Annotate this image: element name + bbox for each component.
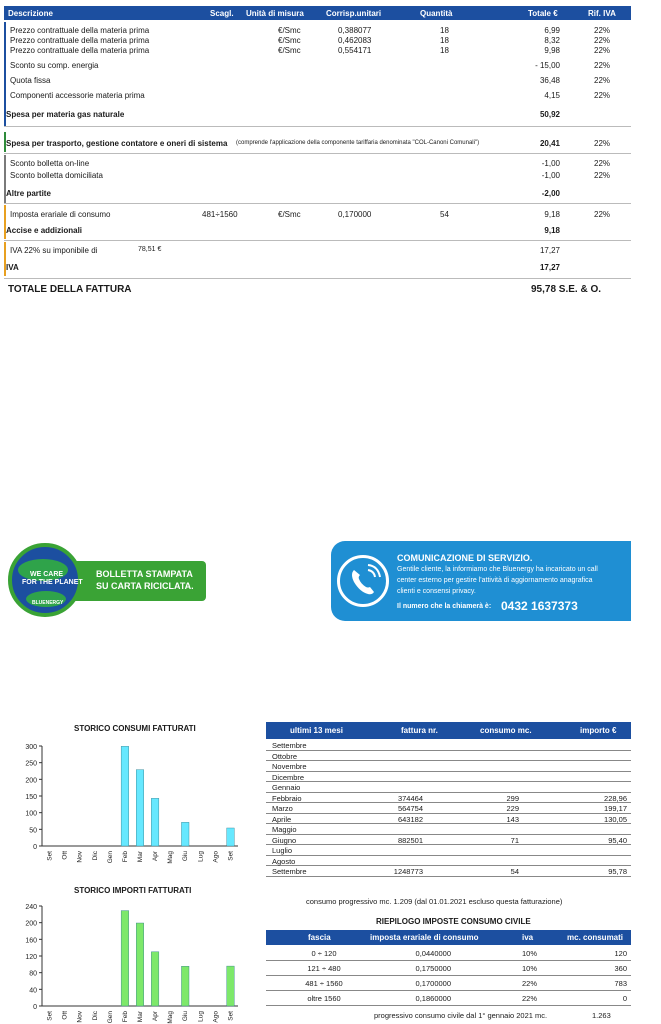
riepilogo-row	[266, 991, 631, 1006]
altre-total-value: -2,00	[541, 189, 560, 198]
row-qta: 54	[440, 210, 449, 219]
row-iva: 22%	[594, 46, 611, 55]
y-tick-label: 300	[25, 744, 37, 751]
notice-title: COMUNICAZIONE DI SERVIZIO.	[397, 553, 533, 563]
riepilogo-cell: 481 ÷ 1560	[305, 979, 343, 988]
row-desc: Sconto su comp. energia	[10, 61, 99, 70]
storico-row	[266, 845, 631, 856]
x-tick-label: Mag	[167, 1011, 175, 1024]
storico-cell: Novembre	[272, 762, 307, 771]
storico-cell: Marzo	[272, 804, 293, 813]
storico-cell: 643182	[397, 814, 423, 824]
x-tick-label: Nov	[76, 1011, 84, 1023]
x-tick-label: Ago	[212, 1011, 220, 1023]
y-tick-label: 100	[25, 810, 37, 818]
storico-col-fattura: fattura nr.	[401, 726, 438, 735]
x-tick-label: Gen	[106, 1011, 114, 1024]
row-desc: Imposta erariale di consumo	[10, 210, 111, 219]
chart1-title: STORICO CONSUMI FATTURATI	[74, 724, 196, 733]
y-tick-label: 200	[25, 920, 37, 928]
storico-cell: 564754	[397, 804, 423, 813]
chart-bar	[151, 798, 159, 846]
riepilogo-cell: 783	[614, 979, 627, 988]
divider	[4, 126, 631, 127]
row-desc: Prezzo contrattuale della materia prima	[10, 36, 150, 45]
divider	[4, 153, 631, 154]
riepilogo-title: RIEPILOGO IMPOSTE CONSUMO CIVILE	[376, 917, 531, 926]
storico-col-consumo: consumo mc.	[480, 726, 532, 735]
divider	[4, 240, 631, 241]
banner-text-line1: BOLLETTA STAMPATA	[96, 569, 193, 579]
row-iva: 22%	[594, 26, 611, 35]
materia-row	[4, 91, 631, 101]
row-unita: €/Smc	[278, 36, 301, 45]
x-tick-label: Ott	[61, 851, 69, 860]
y-tick-label: 200	[25, 777, 37, 785]
iva-total-value: 17,27	[539, 263, 560, 272]
storico-footer: consumo progressivo mc. 1.209 (dal 01.01.2021 escluso questa fatturazione)	[306, 897, 563, 906]
storico-table	[266, 722, 631, 910]
y-tick-label: 80	[29, 970, 37, 978]
row-desc: Quota fissa	[10, 76, 51, 85]
logo-line2: FOR THE PLANET	[22, 579, 83, 586]
storico-cell: 374464	[397, 793, 423, 803]
col-unita: Unità di misura	[246, 9, 304, 18]
x-tick-label: Mag	[167, 851, 175, 864]
storico-cell: 882501	[397, 835, 423, 845]
y-tick-label: 250	[25, 760, 37, 768]
storico-cell: 1248773	[393, 867, 423, 876]
row-tot: 8,32	[544, 36, 560, 45]
row-iva: 22%	[594, 210, 611, 219]
trasporto-value: 20,41	[539, 139, 560, 148]
riepilogo-cell: 0,1860000	[415, 994, 451, 1003]
row-unita: €/Smc	[278, 46, 301, 55]
x-tick-label: Feb	[121, 851, 129, 863]
row-iva: 22%	[594, 36, 611, 45]
y-tick-label: 120	[25, 954, 37, 961]
logo-line1: WE CARE	[30, 571, 64, 578]
riepilogo-cell: 0,0440000	[415, 949, 451, 958]
storico-row	[266, 814, 631, 825]
riepilogo-col-fascia: fascia	[308, 933, 331, 942]
y-tick-label: 160	[25, 937, 37, 945]
y-tick-label: 150	[25, 794, 37, 801]
storico-cell: 229	[506, 804, 519, 813]
col-quantita: Quantità	[420, 9, 453, 18]
materia-row	[4, 26, 631, 36]
logo-brand: BLUENERGY	[32, 600, 64, 606]
storico-cell: Settembre	[272, 867, 307, 876]
x-tick-label: Dic	[91, 851, 99, 861]
x-tick-label: Mar	[137, 1011, 144, 1023]
riepilogo-col-iva: iva	[522, 933, 534, 942]
storico-cell: 54	[510, 867, 519, 876]
materia-row	[4, 61, 631, 71]
row-iva: 22%	[594, 171, 611, 180]
storico-cell: 228,96	[604, 793, 627, 803]
materia-row	[4, 76, 631, 86]
storico-cell: 143	[506, 814, 519, 824]
storico-cell: Maggio	[272, 825, 297, 834]
x-tick-label: Lug	[197, 1011, 205, 1022]
x-tick-label: Set	[46, 1011, 54, 1021]
row-tot: 9,98	[544, 46, 560, 55]
riepilogo-footer-value: 1.263	[592, 1011, 611, 1020]
accise-section	[4, 205, 631, 239]
storico-cell: 130,05	[604, 814, 627, 824]
riepilogo-cell: 360	[614, 964, 627, 973]
x-tick-label: Lug	[197, 851, 205, 862]
riepilogo-cell: 0	[622, 994, 627, 1003]
iva-total-label: IVA	[6, 263, 19, 272]
y-tick-label: 40	[29, 987, 37, 995]
materia-section	[4, 22, 631, 126]
row-tot: 36,48	[539, 76, 560, 85]
row-corrisp: 0,388077	[338, 26, 372, 35]
iva-desc: IVA 22% su imponibile di	[10, 246, 98, 255]
storico-cell: Dicembre	[272, 772, 305, 782]
row-qta: 18	[440, 36, 449, 45]
chart-bar	[181, 822, 189, 846]
banner-text-line2: SU CARTA RICICLATA.	[96, 581, 194, 591]
chart-bar	[151, 952, 159, 1006]
storico-cell: 95,78	[608, 867, 627, 876]
row-qta: 18	[440, 46, 449, 55]
chart-bar	[227, 828, 235, 846]
x-tick-label: Ott	[61, 1011, 69, 1020]
row-tot: -1,00	[541, 159, 560, 168]
col-corrisp: Corrisp.unitari	[326, 9, 382, 18]
row-iva: 22%	[594, 159, 611, 168]
chart2-title: STORICO IMPORTI FATTURATI	[74, 886, 192, 895]
trasporto-section	[4, 132, 631, 152]
storico-row	[266, 793, 631, 804]
row-corrisp: 0,170000	[338, 210, 372, 219]
row-tot: 9,18	[544, 210, 560, 219]
riepilogo-col-imposta: imposta erariale di consumo	[370, 933, 479, 942]
x-tick-label: Dic	[91, 1011, 99, 1021]
materia-total-value: 50,92	[539, 110, 560, 119]
row-tot: 4,15	[544, 91, 560, 100]
totale-label: TOTALE DELLA FATTURA	[8, 284, 132, 295]
divider	[4, 278, 631, 279]
chart-bar	[136, 770, 144, 846]
storico-row	[266, 782, 631, 793]
chart-bar	[136, 923, 144, 1006]
storico-cell: Febbraio	[272, 793, 302, 803]
x-tick-label: Ago	[212, 851, 220, 863]
row-corrisp: 0,462083	[338, 36, 372, 45]
storico-cell: 199,17	[604, 804, 627, 813]
chart-bar	[121, 746, 129, 846]
row-tot: -1,00	[541, 171, 560, 180]
row-iva: 22%	[594, 61, 611, 70]
riepilogo-cell: 0,1700000	[415, 979, 451, 988]
storico-row	[266, 751, 631, 762]
riepilogo-table	[266, 914, 631, 1022]
notice-body-line2: center esterno per gestire l'attività di aggiornamento anagrafica	[397, 577, 593, 584]
riepilogo-cell: 120	[614, 949, 627, 958]
iva-imponibile: 78,51 €	[138, 246, 162, 253]
recycled-paper-banner	[4, 541, 206, 619]
storico-cell: 71	[510, 835, 519, 845]
row-qta: 18	[440, 26, 449, 35]
notice-body-line1: Gentile cliente, la informiamo che Bluenergy ha incaricato un call	[397, 566, 598, 573]
x-tick-label: Nov	[76, 851, 84, 863]
storico-cell: Luglio	[272, 846, 293, 855]
row-unita: €/Smc	[278, 210, 301, 219]
row-desc: Prezzo contrattuale della materia prima	[10, 46, 150, 55]
iva-tot: 17,27	[539, 246, 560, 255]
trasporto-label: Spesa per trasporto, gestione contatore e oneri di sistema	[6, 139, 228, 148]
chart-bar	[227, 966, 235, 1006]
riepilogo-cell: 0,1750000	[415, 964, 451, 973]
storico-cell: Giugno	[272, 835, 297, 845]
row-desc: Sconto bolletta domiciliata	[10, 171, 103, 180]
altre-section	[4, 155, 631, 203]
riepilogo-cell: 121 ÷ 480	[307, 964, 341, 973]
storico-cell: 299	[506, 793, 519, 803]
riepilogo-footer-label: progressivo consumo civile dal 1° gennaio 2021 mc.	[374, 1011, 548, 1020]
storico-row	[266, 772, 631, 783]
bill-table-header	[4, 6, 631, 20]
row-iva: 22%	[594, 91, 611, 100]
notice-phone-number: 0432 1637373	[501, 599, 578, 613]
row-tot: 6,99	[544, 26, 560, 35]
storico-col-mesi: ultimi 13 mesi	[290, 726, 343, 735]
riepilogo-cell: 22%	[521, 994, 537, 1003]
consumi-chart	[20, 738, 245, 873]
y-tick-label: 0	[33, 844, 37, 851]
accise-total-label: Accise e addizionali	[6, 226, 83, 235]
x-tick-label: Feb	[121, 1011, 129, 1023]
storico-col-importo: importo €	[580, 726, 617, 735]
x-tick-label: Set	[227, 1011, 235, 1021]
storico-row	[266, 835, 631, 846]
service-notice-banner	[331, 541, 631, 621]
phone-icon	[337, 555, 389, 607]
row-tot: - 15,00	[535, 61, 560, 70]
storico-cell: Settembre	[272, 741, 307, 750]
row-desc: Sconto bolletta on-line	[10, 159, 90, 168]
x-tick-label: Mar	[137, 851, 144, 863]
col-rif-iva: Rif. IVA	[588, 9, 616, 18]
iva-section	[4, 242, 631, 276]
storico-row	[266, 740, 631, 751]
row-desc: Prezzo contrattuale della materia prima	[10, 26, 150, 35]
riepilogo-row	[266, 946, 631, 961]
storico-cell: 95,40	[608, 835, 627, 845]
row-corrisp: 0,554171	[338, 46, 372, 55]
x-tick-label: Gen	[106, 851, 114, 864]
y-tick-label: 0	[33, 1004, 37, 1011]
x-tick-label: Apr	[152, 1011, 160, 1022]
accise-total-value: 9,18	[544, 226, 560, 235]
importi-chart	[20, 898, 245, 1024]
trasporto-note: (comprende l'applicazione della componente tariffaria denominata "COL-Canoni Comunali")	[236, 140, 480, 146]
x-tick-label: Giu	[182, 851, 190, 862]
riepilogo-header	[266, 930, 631, 945]
col-descrizione: Descrizione	[8, 9, 53, 18]
storico-cell: Ottobre	[272, 751, 298, 761]
materia-row	[4, 36, 631, 46]
storico-row	[266, 866, 631, 877]
x-tick-label: Apr	[152, 851, 160, 862]
riepilogo-cell: 22%	[521, 979, 537, 988]
x-tick-label: Giu	[182, 1011, 190, 1022]
row-desc: Componenti accessorie materia prima	[10, 91, 145, 100]
row-scagl: 481÷1560	[202, 210, 238, 219]
col-scagl: Scagl.	[210, 9, 234, 18]
riepilogo-col-mc: mc. consumati	[567, 933, 624, 942]
x-tick-label: Set	[227, 851, 235, 861]
riepilogo-cell: 10%	[521, 964, 537, 973]
storico-cell: Agosto	[272, 856, 296, 866]
storico-row	[266, 803, 631, 814]
totale-value: 95,78 S.E. & O.	[531, 284, 602, 295]
storico-row	[266, 856, 631, 867]
riepilogo-row	[266, 976, 631, 991]
materia-total-label: Spesa per materia gas naturale	[6, 110, 125, 119]
storico-cell: Aprile	[272, 814, 292, 824]
row-unita: €/Smc	[278, 26, 301, 35]
notice-body-line3: clienti e consensi privacy.	[397, 588, 476, 595]
storico-cell: Gennaio	[272, 783, 301, 792]
notice-phone-label: Il numero che la chiamerà è:	[397, 603, 492, 610]
divider	[4, 203, 631, 204]
altre-total-label: Altre partite	[6, 189, 51, 198]
row-iva: 22%	[594, 76, 611, 85]
riepilogo-cell: 0 ÷ 120	[311, 949, 337, 958]
x-tick-label: Set	[46, 851, 54, 861]
chart-bar	[181, 966, 189, 1006]
riepilogo-cell: 10%	[521, 949, 537, 958]
col-totale: Totale €	[528, 9, 558, 18]
y-tick-label: 240	[25, 904, 37, 911]
storico-row	[266, 824, 631, 835]
materia-row	[4, 46, 631, 56]
trasporto-iva: 22%	[594, 139, 611, 148]
storico-table-header	[266, 722, 631, 739]
storico-row	[266, 761, 631, 772]
chart-bar	[121, 911, 129, 1006]
riepilogo-row	[266, 961, 631, 976]
riepilogo-cell: oltre 1560	[307, 994, 341, 1003]
y-tick-label: 50	[29, 827, 37, 835]
